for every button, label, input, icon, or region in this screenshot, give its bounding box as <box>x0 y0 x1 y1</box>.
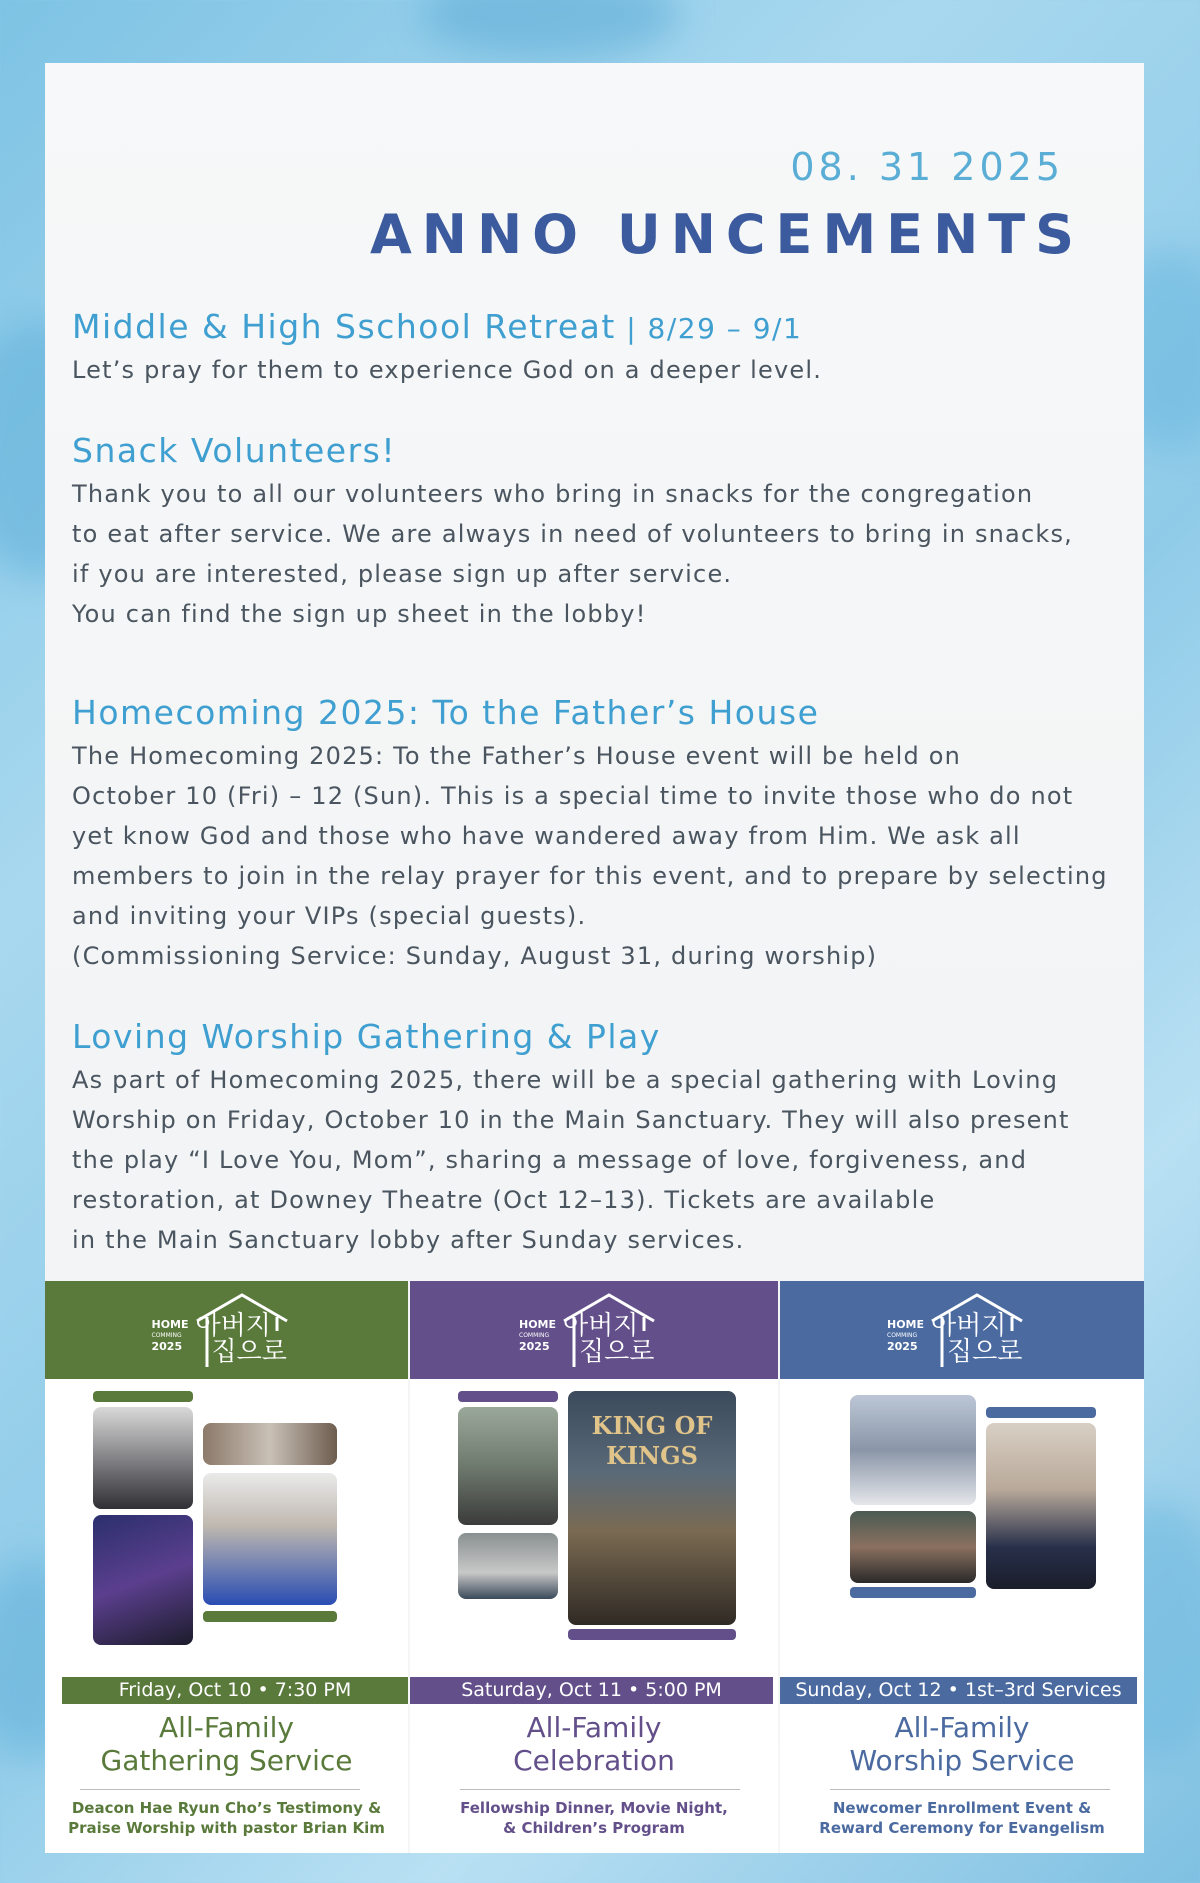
singer-photo <box>203 1473 337 1605</box>
logo-korean-top: 아버지 <box>931 1311 1007 1341</box>
section-loving-worship <box>72 1017 1152 1260</box>
panel-header-band <box>410 1281 778 1379</box>
movie-poster <box>568 1391 736 1625</box>
logo-home-text: HOME COMMING 2025 <box>151 1318 189 1353</box>
homecoming-logo <box>152 1291 302 1371</box>
accent-bar <box>850 1587 976 1598</box>
logo-home-text: HOME COMMING 2025 <box>519 1318 557 1353</box>
worship-photo <box>203 1423 337 1465</box>
homecoming-logo <box>519 1291 669 1371</box>
homecoming-logo <box>887 1291 1037 1371</box>
section-body <box>72 474 1152 634</box>
ceremony-photo <box>850 1511 976 1583</box>
section-snack-volunteers <box>72 431 1152 634</box>
congregation-photo <box>850 1395 976 1505</box>
body-line: yet know God and those who have wandered away from Him. We ask all <box>72 822 1021 850</box>
event-date-bar: Saturday, Oct 11 • 5:00 PM <box>410 1677 773 1704</box>
body-line: members to join in the relay prayer for this event, and to prepare by selecting <box>72 862 1108 890</box>
body-line: and inviting your VIPs (special guests). <box>72 902 587 930</box>
body-line: Worship on Friday, October 10 in the Main Sanctuary. They will also present <box>72 1106 1070 1134</box>
logo-korean-bottom: 집으로 <box>947 1337 1023 1367</box>
section-heading: Loving Worship Gathering & Play <box>72 1017 661 1056</box>
body-line: in the Main Sanctuary lobby after Sunday services. <box>72 1226 745 1254</box>
section-body <box>72 1060 1152 1260</box>
children-photo <box>458 1533 558 1599</box>
announcement-paper <box>45 63 1144 1853</box>
section-subheading: | 8/29 – 9/1 <box>615 312 803 345</box>
divider <box>830 1789 1110 1790</box>
event-panel-sunday <box>780 1281 1144 1853</box>
body-line: (Commissioning Service: Sunday, August 31, during worship) <box>72 942 878 970</box>
body-line: the play “I Love You, Mom”, sharing a message of love, forgiveness, and <box>72 1146 1028 1174</box>
event-panels <box>45 1281 1144 1853</box>
event-title: All-Family Worship Service <box>849 1711 1075 1777</box>
body-line: Thank you to all our volunteers who bring in snacks for the congregation <box>72 480 1034 508</box>
body-line: if you are interested, please sign up after service. <box>72 560 733 588</box>
page-title: ANNO UNCEMENTS <box>370 203 1084 266</box>
logo-korean-top: 아버지 <box>195 1311 271 1341</box>
body-line: restoration, at Downey Theatre (Oct 12–13). Tickets are available <box>72 1186 936 1214</box>
event-description: Newcomer Enrollment Event & Reward Ceremony for Evangelism <box>819 1799 1105 1837</box>
logo-korean-bottom: 집으로 <box>579 1337 655 1367</box>
accent-bar <box>203 1611 337 1622</box>
body-line: to eat after service. We are always in need of volunteers to bring in snacks, <box>72 520 1073 548</box>
body-line: Let’s pray for them to experience God on a deeper level. <box>72 356 823 384</box>
accent-bar <box>986 1407 1096 1418</box>
event-description: Deacon Hae Ryun Cho’s Testimony & Praise Worship with pastor Brian Kim <box>68 1799 385 1837</box>
guitarist-photo <box>93 1515 193 1645</box>
event-panel-saturday <box>410 1281 778 1853</box>
divider <box>460 1789 740 1790</box>
event-date-bar: Friday, Oct 10 • 7:30 PM <box>62 1677 408 1704</box>
poster-title: KING OF KINGS <box>591 1411 713 1470</box>
panel-header-band <box>45 1281 408 1379</box>
body-line: The Homecoming 2025: To the Father’s House event will be held on <box>72 742 962 770</box>
section-body <box>72 350 1152 390</box>
section-heading <box>72 307 1152 346</box>
pastor-photo <box>986 1423 1096 1589</box>
event-panel-friday <box>45 1281 408 1853</box>
event-title: All-Family Gathering Service <box>100 1711 353 1777</box>
background-blot <box>420 0 680 60</box>
accent-bar <box>458 1391 558 1402</box>
logo-home-text: HOME COMMING 2025 <box>887 1318 925 1353</box>
accent-bar <box>568 1629 736 1640</box>
panel-header-band <box>780 1281 1144 1379</box>
speaker-photo <box>93 1407 193 1509</box>
section-heading-text: Middle & High Sschool Retreat <box>72 307 616 346</box>
accent-bar <box>93 1391 193 1402</box>
event-description: Fellowship Dinner, Movie Night, & Children’s Program <box>460 1799 728 1837</box>
event-title: All-Family Celebration <box>513 1711 675 1777</box>
logo-korean-top: 아버지 <box>563 1311 639 1341</box>
section-retreat <box>72 307 1152 390</box>
section-heading: Homecoming 2025: To the Father’s House <box>72 693 820 732</box>
section-homecoming <box>72 693 1152 976</box>
section-heading: Snack Volunteers! <box>72 431 397 470</box>
body-line: As part of Homecoming 2025, there will be a special gathering with Loving <box>72 1066 1059 1094</box>
bulletin-date: 08. 31 2025 <box>790 145 1064 189</box>
body-line: October 10 (Fri) – 12 (Sun). This is a special time to invite those who do not <box>72 782 1074 810</box>
logo-korean-bottom: 집으로 <box>211 1337 287 1367</box>
event-date-bar: Sunday, Oct 12 • 1st–3rd Services <box>780 1677 1137 1704</box>
section-body <box>72 736 1152 976</box>
divider <box>80 1789 360 1790</box>
group-photo <box>458 1407 558 1525</box>
body-line: You can find the sign up sheet in the lobby! <box>72 600 647 628</box>
